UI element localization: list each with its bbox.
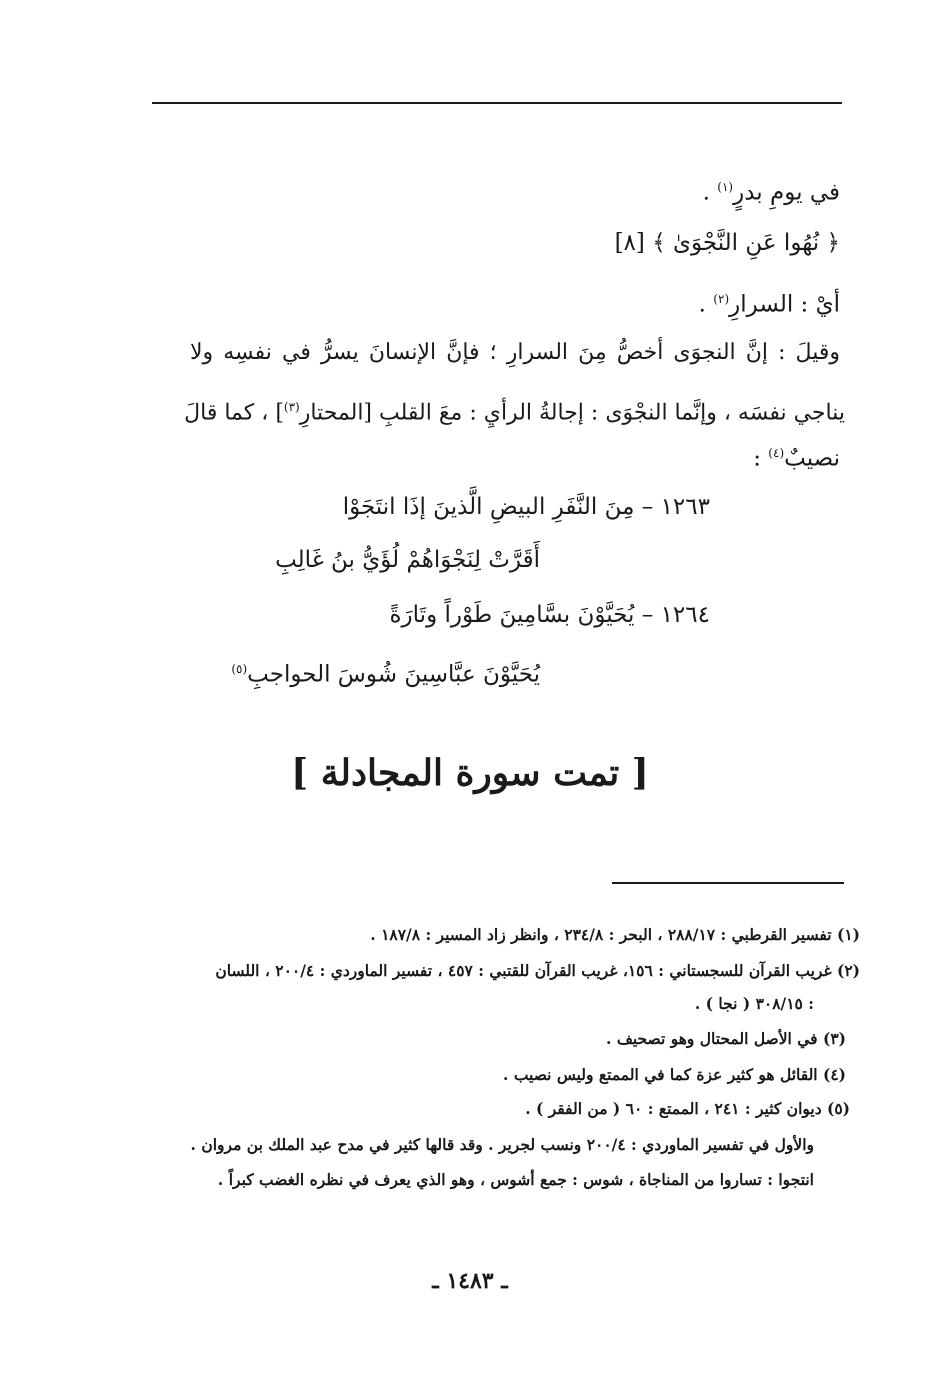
poetry-verse-1263-second [275,545,540,575]
footnote-5-cont-1: والأول في تفسير الماوردي : ٢٠٠/٤ ونسب لجرير . وقد قالها كثير في مدح عبد الملك بن مروان . [190,1135,814,1154]
paragraph-line-3 [753,438,840,474]
text-line-1 [703,172,840,208]
poetry-text: أَقَرَّتْ لِنَجْوَاهُمْ لُؤَيُّ بنُ غَالِبِ [275,547,540,573]
paragraph-line-2-a: يناجي نفسَه ، وإنَّما النجْوَى : إجالةُ الرأيِ : معَ القلبِ [المحتارِ [299,400,845,426]
footnote-ref-1: (١) [717,180,734,194]
text-line-1-end: . [702,179,710,206]
footnote-3: (٣) في الأصل المحتال وهو تصحيف . [606,1029,846,1048]
footnote-2: (٢) غريب القرآن للسجستاني : ١٥٦، غريب القرآن للقتبي : ٤٥٧ ، تفسير الماوردي : ٢٠٠/٤ ، اللسان [215,961,860,980]
page-number: ـ ١٤٨٣ ـ [432,1268,508,1294]
paragraph-line-3-content: نصيبٌ [784,445,840,472]
poetry-text: ١٢٦٣ – مِنَ النَّفَرِ البيضِ الَّذينَ إذَا انتَجَوْا [342,494,710,520]
poetry-text: ١٢٦٤ – يُحَيَّوْنَ بسَّامِينَ طَوْراً وتَارَةً [389,602,710,628]
text-line-3-content: أيْ : السرارِ [729,291,840,318]
footnote-5: (٥) ديوان كثير : ٢٤١ ، الممتع : ٦٠ ( من الفقر ) . [525,1099,850,1118]
verse-number: [٨] [614,230,645,256]
paragraph-line-1-content: وقيلَ : إنَّ النجوَى أخصُّ مِنَ السرارِ ؛ فإنَّ الإنسانَ يسرُّ في نفسِه ولا [190,340,840,365]
footnote-ref-5: (٥) [231,662,248,676]
poetry-verse-1264-second [231,654,540,690]
surah-closing-title: [ تمت سورة المجادلة ] [291,752,649,794]
poetry-text: يُحَيَّوْنَ عبَّاسِينَ شُوسَ الحواجبِ [247,661,540,688]
paragraph-line-3-end: : [753,445,761,472]
paragraph-line-1 [190,338,840,368]
paragraph-line-2-b: ] ، كما قالَ [184,400,284,426]
quran-verse-line [615,228,840,258]
footnote-ref-3: (٣) [283,400,300,414]
poetry-verse-1263-first [343,492,710,522]
footnote-5-cont-2: انتجوا : تساروا من المناجاة ، شوس : جمع أشوس ، وهو الذي يعرف في نظره الغضب كبراً . [217,1170,814,1189]
paragraph-line-2 [184,392,845,428]
quran-open-bracket: ﴿ [826,230,840,256]
quran-close-bracket: ﴾ [652,230,666,256]
quran-verse-text: نُهُوا عَنِ النَّجْوَىٰ [673,230,820,256]
footnote-4: (٤) القائل هو كثير عزة كما في الممتع وليس نصيب . [503,1065,846,1084]
text-line-3-end: . [698,291,706,318]
header-rule [152,102,842,104]
footnote-2-cont: : ٣٠٨/١٥ ( نجا ) . [694,994,814,1013]
footnote-ref-4: (٤) [768,446,785,460]
poetry-verse-1264-first [390,600,711,630]
footnote-rule [612,882,844,884]
footnote-1: (١) تفسير القرطبي : ٢٨٨/١٧ ، البحر : ٢٣٤/٨ ، وانظر زاد المسير : ١٨٧/٨ . [370,925,860,944]
footnote-ref-2: (٢) [713,292,730,306]
text-line-1-content: في يومِ بدرٍ [733,179,840,206]
text-line-3 [699,284,840,320]
